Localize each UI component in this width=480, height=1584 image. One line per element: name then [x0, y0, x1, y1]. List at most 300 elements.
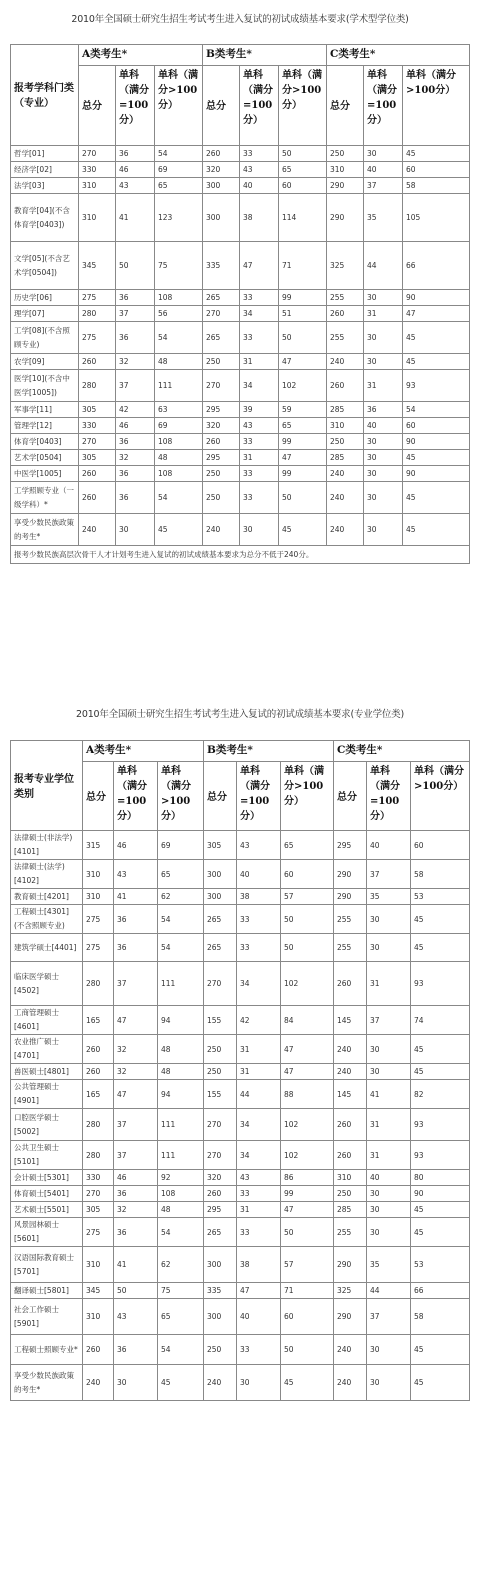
score-cell: 310	[83, 1299, 114, 1335]
score-cell: 320	[204, 1170, 237, 1186]
score-cell: 40	[367, 1170, 411, 1186]
score-cell: 250	[204, 1035, 237, 1064]
score-cell: 35	[367, 1247, 411, 1283]
score-cell: 32	[114, 1064, 158, 1080]
score-cell: 31	[364, 370, 403, 402]
row-label: 教育硕士[4201]	[11, 889, 83, 905]
score-cell: 275	[79, 290, 116, 306]
score-cell: 270	[204, 1109, 237, 1141]
score-cell: 47	[281, 1064, 334, 1080]
score-cell: 43	[116, 178, 155, 194]
score-cell: 45	[411, 1035, 470, 1064]
score-cell: 36	[114, 1335, 158, 1365]
score-cell: 310	[83, 889, 114, 905]
score-cell: 30	[367, 1064, 411, 1080]
score-cell: 90	[403, 466, 470, 482]
group-a-header: A类考生*	[79, 45, 203, 66]
field-header: 报考专业学位类别	[11, 741, 83, 831]
score-cell: 48	[158, 1064, 204, 1080]
row-label: 艺术硕士[5501]	[11, 1202, 83, 1218]
single-100-header: 单科（满分=100分）	[116, 66, 155, 146]
score-cell: 102	[281, 962, 334, 1006]
score-cell: 60	[279, 178, 327, 194]
table-row	[11, 905, 470, 934]
score-cell: 57	[281, 1247, 334, 1283]
row-label: 理学[07]	[11, 306, 79, 322]
score-cell: 36	[116, 290, 155, 306]
score-cell: 93	[411, 1109, 470, 1141]
professional-score-table	[10, 740, 470, 1401]
score-cell: 330	[83, 1170, 114, 1186]
score-cell: 53	[411, 1247, 470, 1283]
table-row	[11, 1109, 470, 1141]
score-cell: 240	[79, 514, 116, 546]
score-cell: 305	[83, 1202, 114, 1218]
score-cell: 45	[411, 1218, 470, 1247]
group-b-header: B类考生*	[203, 45, 327, 66]
score-cell: 36	[116, 434, 155, 450]
score-cell: 345	[79, 242, 116, 290]
score-cell: 250	[203, 354, 240, 370]
score-cell: 43	[240, 162, 279, 178]
score-cell: 50	[281, 1335, 334, 1365]
single-100-header: 单科（满分=100分）	[240, 66, 279, 146]
score-cell: 108	[155, 466, 203, 482]
score-cell: 265	[203, 290, 240, 306]
score-cell: 40	[367, 831, 411, 860]
score-cell: 265	[204, 934, 237, 962]
score-cell: 44	[367, 1283, 411, 1299]
table-row	[11, 1080, 470, 1109]
score-cell: 65	[279, 418, 327, 434]
score-cell: 30	[367, 1218, 411, 1247]
table-row	[11, 1064, 470, 1080]
score-cell: 30	[364, 322, 403, 354]
score-cell: 45	[403, 146, 470, 162]
table-row	[11, 1006, 470, 1035]
score-cell: 33	[237, 934, 281, 962]
score-cell: 30	[364, 146, 403, 162]
score-cell: 240	[203, 514, 240, 546]
score-cell: 35	[364, 194, 403, 242]
group-c-header: C类考生*	[327, 45, 470, 66]
score-cell: 88	[281, 1080, 334, 1109]
score-cell: 43	[114, 1299, 158, 1335]
score-cell: 47	[114, 1006, 158, 1035]
score-cell: 290	[334, 860, 367, 889]
table-row	[11, 402, 470, 418]
score-cell: 38	[240, 194, 279, 242]
score-cell: 315	[83, 831, 114, 860]
score-cell: 270	[204, 962, 237, 1006]
score-cell: 38	[237, 1247, 281, 1283]
score-cell: 255	[334, 905, 367, 934]
score-cell: 41	[367, 1080, 411, 1109]
score-cell: 260	[83, 1064, 114, 1080]
row-label: 公共卫生硕士[5101]	[11, 1141, 83, 1170]
score-cell: 38	[237, 889, 281, 905]
score-cell: 45	[403, 514, 470, 546]
table-row	[11, 290, 470, 306]
score-cell: 255	[327, 322, 364, 354]
score-cell: 240	[334, 1064, 367, 1080]
score-cell: 62	[158, 889, 204, 905]
score-cell: 310	[334, 1170, 367, 1186]
score-cell: 111	[158, 962, 204, 1006]
score-cell: 305	[79, 402, 116, 418]
score-cell: 45	[403, 322, 470, 354]
score-cell: 310	[79, 194, 116, 242]
row-label: 会计硕士[5301]	[11, 1170, 83, 1186]
row-label: 社会工作硕士[5901]	[11, 1299, 83, 1335]
score-cell: 94	[158, 1006, 204, 1035]
score-cell: 45	[411, 934, 470, 962]
table-row	[11, 162, 470, 178]
score-cell: 59	[279, 402, 327, 418]
score-cell: 50	[279, 322, 327, 354]
group-b-header: B类考生*	[204, 741, 334, 762]
score-cell: 60	[281, 860, 334, 889]
score-cell: 45	[155, 514, 203, 546]
academic-footnote: 报考少数民族高层次骨干人才计划考生进入复试的初试成绩基本要求为总分不低于240分。	[11, 546, 470, 564]
score-cell: 60	[281, 1299, 334, 1335]
score-cell: 32	[116, 354, 155, 370]
score-cell: 270	[83, 1186, 114, 1202]
score-cell: 30	[367, 1186, 411, 1202]
total-header: 总分	[203, 66, 240, 146]
score-cell: 69	[155, 418, 203, 434]
score-cell: 47	[114, 1080, 158, 1109]
score-cell: 300	[203, 194, 240, 242]
score-cell: 50	[114, 1283, 158, 1299]
row-label: 艺术学[0504]	[11, 450, 79, 466]
score-cell: 260	[327, 370, 364, 402]
row-label: 翻译硕士[5801]	[11, 1283, 83, 1299]
score-cell: 36	[364, 402, 403, 418]
score-cell: 69	[158, 831, 204, 860]
score-cell: 47	[281, 1202, 334, 1218]
score-cell: 37	[367, 1299, 411, 1335]
score-cell: 250	[203, 482, 240, 514]
score-cell: 58	[411, 860, 470, 889]
score-cell: 45	[411, 1335, 470, 1365]
score-cell: 54	[155, 146, 203, 162]
score-cell: 46	[114, 831, 158, 860]
score-cell: 255	[334, 1218, 367, 1247]
score-cell: 260	[203, 146, 240, 162]
score-cell: 285	[327, 450, 364, 466]
score-cell: 54	[158, 934, 204, 962]
row-label: 法律硕士(法学)[4102]	[11, 860, 83, 889]
score-cell: 33	[240, 146, 279, 162]
single-100-header: 单科（满分=100分）	[114, 762, 158, 831]
field-header: 报考学科门类（专业）	[11, 45, 79, 146]
score-cell: 102	[281, 1109, 334, 1141]
score-cell: 145	[334, 1006, 367, 1035]
score-cell: 84	[281, 1006, 334, 1035]
score-cell: 33	[237, 905, 281, 934]
score-cell: 45	[279, 514, 327, 546]
score-cell: 290	[334, 1299, 367, 1335]
score-cell: 75	[158, 1283, 204, 1299]
score-cell: 90	[411, 1186, 470, 1202]
score-cell: 36	[116, 322, 155, 354]
score-cell: 275	[79, 322, 116, 354]
score-cell: 33	[240, 322, 279, 354]
score-cell: 50	[281, 1218, 334, 1247]
score-cell: 30	[114, 1365, 158, 1401]
score-cell: 42	[116, 402, 155, 418]
score-cell: 295	[203, 402, 240, 418]
row-label: 农业推广硕士[4701]	[11, 1035, 83, 1064]
row-label: 享受少数民族政策的考生*	[11, 1365, 83, 1401]
row-label: 工学[08](不含照顾专业)	[11, 322, 79, 354]
score-cell: 240	[334, 1365, 367, 1401]
score-cell: 260	[327, 306, 364, 322]
score-cell: 108	[158, 1186, 204, 1202]
score-cell: 36	[114, 934, 158, 962]
score-cell: 75	[155, 242, 203, 290]
row-label: 军事学[11]	[11, 402, 79, 418]
score-cell: 80	[411, 1170, 470, 1186]
score-cell: 32	[116, 450, 155, 466]
score-cell: 33	[237, 1218, 281, 1247]
score-cell: 47	[281, 1035, 334, 1064]
score-cell: 280	[83, 962, 114, 1006]
score-cell: 65	[279, 162, 327, 178]
score-cell: 43	[237, 1170, 281, 1186]
score-cell: 43	[114, 860, 158, 889]
table-row	[11, 1218, 470, 1247]
score-cell: 250	[334, 1186, 367, 1202]
score-cell: 99	[279, 466, 327, 482]
score-cell: 66	[403, 242, 470, 290]
score-cell: 255	[334, 934, 367, 962]
score-cell: 93	[411, 1141, 470, 1170]
table-row	[11, 962, 470, 1006]
score-cell: 285	[327, 402, 364, 418]
score-cell: 60	[403, 418, 470, 434]
table-row	[11, 482, 470, 514]
score-cell: 275	[83, 1218, 114, 1247]
score-cell: 260	[203, 434, 240, 450]
score-cell: 30	[240, 514, 279, 546]
score-cell: 30	[367, 934, 411, 962]
score-cell: 74	[411, 1006, 470, 1035]
score-cell: 31	[237, 1202, 281, 1218]
score-cell: 255	[327, 290, 364, 306]
score-cell: 240	[327, 466, 364, 482]
row-label: 兽医硕士[4801]	[11, 1064, 83, 1080]
score-cell: 47	[240, 242, 279, 290]
score-cell: 41	[114, 889, 158, 905]
score-cell: 42	[237, 1006, 281, 1035]
score-cell: 45	[158, 1365, 204, 1401]
score-cell: 260	[334, 1109, 367, 1141]
score-cell: 94	[158, 1080, 204, 1109]
score-cell: 32	[114, 1035, 158, 1064]
score-cell: 54	[403, 402, 470, 418]
row-label: 教育学[04](不含体育学[0403])	[11, 194, 79, 242]
score-cell: 86	[281, 1170, 334, 1186]
row-label: 汉语国际教育硕士[5701]	[11, 1247, 83, 1283]
score-cell: 33	[240, 434, 279, 450]
score-cell: 34	[237, 1141, 281, 1170]
score-cell: 34	[237, 1109, 281, 1141]
score-cell: 111	[158, 1109, 204, 1141]
score-cell: 45	[411, 1202, 470, 1218]
academic-score-table	[10, 44, 470, 564]
score-cell: 30	[367, 1365, 411, 1401]
score-cell: 47	[279, 354, 327, 370]
score-cell: 30	[367, 1202, 411, 1218]
score-cell: 280	[79, 370, 116, 402]
score-cell: 90	[403, 434, 470, 450]
table-row	[11, 1299, 470, 1335]
score-cell: 65	[158, 860, 204, 889]
score-cell: 30	[364, 450, 403, 466]
score-cell: 260	[79, 466, 116, 482]
score-cell: 330	[79, 162, 116, 178]
table-row	[11, 1247, 470, 1283]
table-row	[11, 1335, 470, 1365]
score-cell: 37	[114, 1109, 158, 1141]
score-cell: 300	[204, 1299, 237, 1335]
score-cell: 33	[237, 1335, 281, 1365]
score-cell: 270	[203, 306, 240, 322]
score-cell: 66	[411, 1283, 470, 1299]
score-cell: 305	[79, 450, 116, 466]
score-cell: 111	[155, 370, 203, 402]
score-cell: 48	[158, 1035, 204, 1064]
score-cell: 33	[240, 466, 279, 482]
table-row	[11, 1283, 470, 1299]
score-cell: 31	[240, 450, 279, 466]
row-label: 建筑学硕士[4401]	[11, 934, 83, 962]
score-cell: 41	[116, 194, 155, 242]
score-cell: 30	[367, 905, 411, 934]
score-cell: 54	[158, 1335, 204, 1365]
table-row	[11, 1202, 470, 1218]
score-cell: 260	[79, 482, 116, 514]
score-cell: 270	[203, 370, 240, 402]
row-label: 口腔医学硕士[5002]	[11, 1109, 83, 1141]
score-cell: 99	[279, 290, 327, 306]
row-label: 公共管理硕士[4901]	[11, 1080, 83, 1109]
row-label: 法学[03]	[11, 178, 79, 194]
row-label: 体育硕士[5401]	[11, 1186, 83, 1202]
single-over100-header: 单科（满分>100分）	[158, 762, 204, 831]
total-header: 总分	[79, 66, 116, 146]
score-cell: 54	[155, 482, 203, 514]
score-cell: 47	[403, 306, 470, 322]
score-cell: 40	[364, 418, 403, 434]
score-cell: 45	[403, 482, 470, 514]
row-label: 体育学[0403]	[11, 434, 79, 450]
score-cell: 50	[279, 146, 327, 162]
score-cell: 165	[83, 1080, 114, 1109]
score-cell: 31	[367, 1109, 411, 1141]
score-cell: 93	[411, 962, 470, 1006]
score-cell: 260	[83, 1335, 114, 1365]
score-cell: 325	[327, 242, 364, 290]
row-label: 享受少数民族政策的考生*	[11, 514, 79, 546]
score-cell: 310	[327, 162, 364, 178]
score-cell: 240	[327, 482, 364, 514]
score-cell: 31	[240, 354, 279, 370]
score-cell: 37	[364, 178, 403, 194]
single-over100-header: 单科（满分>100分）	[155, 66, 203, 146]
score-cell: 65	[155, 178, 203, 194]
score-cell: 114	[279, 194, 327, 242]
score-cell: 310	[83, 1247, 114, 1283]
score-cell: 240	[327, 514, 364, 546]
row-label: 管理学[12]	[11, 418, 79, 434]
score-cell: 45	[403, 354, 470, 370]
score-cell: 36	[114, 905, 158, 934]
score-cell: 56	[155, 306, 203, 322]
score-cell: 37	[114, 962, 158, 1006]
score-cell: 345	[83, 1283, 114, 1299]
score-cell: 325	[334, 1283, 367, 1299]
score-cell: 145	[334, 1080, 367, 1109]
score-cell: 290	[334, 889, 367, 905]
single-100-header: 单科（满分=100分）	[364, 66, 403, 146]
score-cell: 37	[114, 1141, 158, 1170]
score-cell: 60	[411, 831, 470, 860]
score-cell: 36	[114, 1186, 158, 1202]
score-cell: 31	[367, 962, 411, 1006]
score-cell: 285	[334, 1202, 367, 1218]
table-row	[11, 322, 470, 354]
score-cell: 102	[279, 370, 327, 402]
score-cell: 270	[79, 434, 116, 450]
score-cell: 71	[281, 1283, 334, 1299]
score-cell: 40	[240, 178, 279, 194]
row-label: 法律硕士(非法学)[4101]	[11, 831, 83, 860]
row-label: 工程硕士[4301](不含照顾专业)	[11, 905, 83, 934]
score-cell: 58	[403, 178, 470, 194]
row-label: 经济学[02]	[11, 162, 79, 178]
score-cell: 45	[411, 1365, 470, 1401]
table-row	[11, 242, 470, 290]
score-cell: 53	[411, 889, 470, 905]
total-header: 总分	[327, 66, 364, 146]
score-cell: 36	[114, 1218, 158, 1247]
score-cell: 65	[158, 1299, 204, 1335]
table-row	[11, 1170, 470, 1186]
score-cell: 47	[279, 450, 327, 466]
score-cell: 260	[83, 1035, 114, 1064]
total-header: 总分	[83, 762, 114, 831]
score-cell: 165	[83, 1006, 114, 1035]
score-cell: 300	[204, 1247, 237, 1283]
score-cell: 30	[364, 354, 403, 370]
score-cell: 290	[327, 194, 364, 242]
score-cell: 54	[155, 322, 203, 354]
table-row	[11, 514, 470, 546]
score-cell: 310	[83, 860, 114, 889]
score-cell: 45	[403, 450, 470, 466]
score-cell: 43	[240, 418, 279, 434]
score-cell: 123	[155, 194, 203, 242]
score-cell: 30	[364, 482, 403, 514]
score-cell: 45	[411, 1064, 470, 1080]
row-label: 中医学[1005]	[11, 466, 79, 482]
single-over100-header: 单科（满分>100分）	[411, 762, 470, 831]
score-cell: 270	[204, 1141, 237, 1170]
single-100-header: 单科（满分=100分）	[237, 762, 281, 831]
